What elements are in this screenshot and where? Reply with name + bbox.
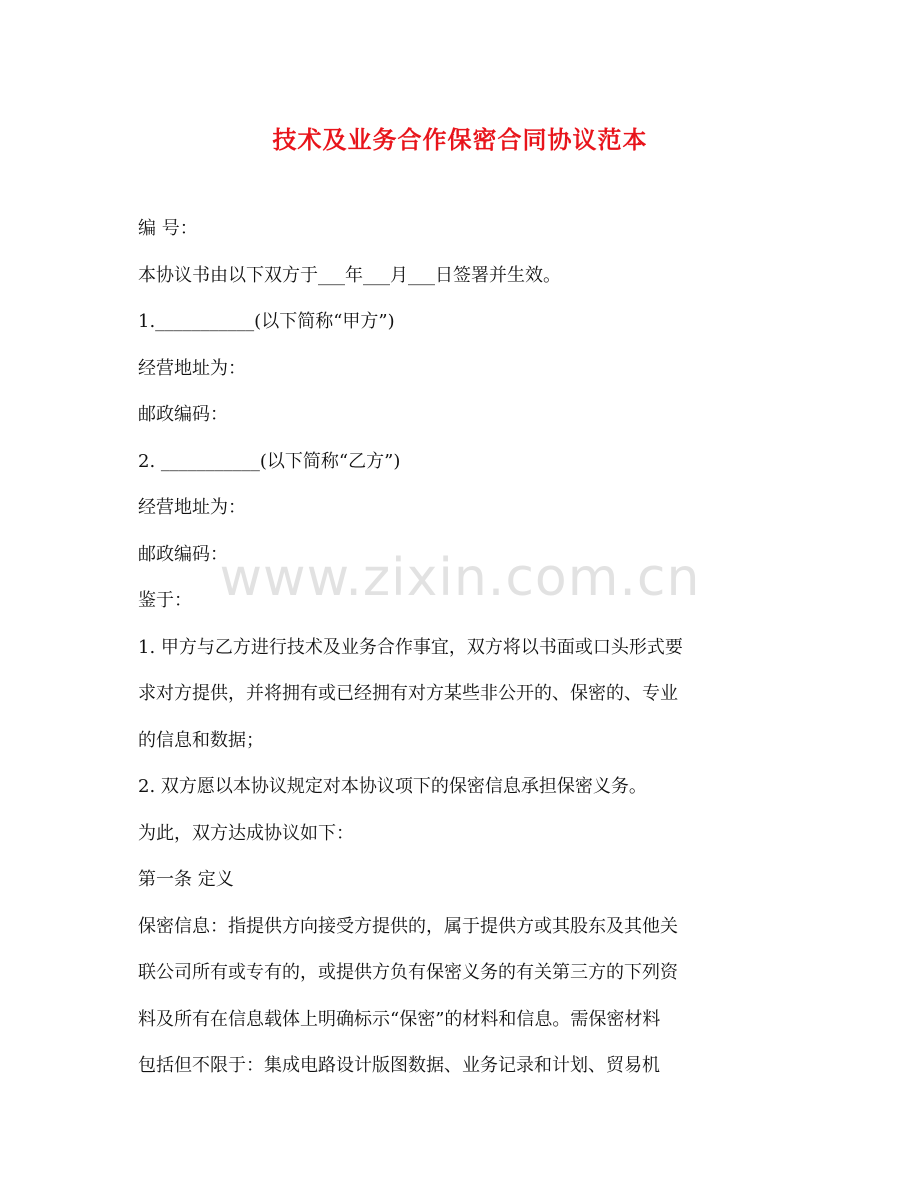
contract-number-line: 编 号：	[138, 218, 198, 239]
party-a-line: 1.___________(以下简称“甲方”)	[138, 311, 395, 332]
definition-line-2: 联公司所有或专有的，或提供方负有保密义务的有关第三方的下列资	[138, 962, 678, 983]
party-b-address-line: 经营地址为：	[138, 497, 246, 518]
definition-line-3: 料及所有在信息载体上明确标示“保密”的材料和信息。需保密材料	[138, 1008, 661, 1030]
whereas-item-1-line-1: 1. 甲方与乙方进行技术及业务合作事宜，双方将以书面或口头形式要	[138, 636, 683, 658]
whereas-item-1-line-2: 求对方提供，并将拥有或已经拥有对方某些非公开的、保密的、专业	[138, 683, 678, 704]
document-body	[138, 206, 788, 1090]
party-b-postcode-line: 邮政编码：	[138, 543, 228, 565]
party-a-postcode-line: 邮政编码：	[138, 404, 228, 425]
party-b-line: 2. ___________(以下简称“乙方”)	[138, 450, 401, 472]
whereas-item-1-line-3: 的信息和数据；	[138, 729, 264, 751]
whereas-heading: 鉴于：	[138, 590, 192, 611]
document-title: 技术及业务合作保密合同协议范本	[272, 125, 648, 154]
definition-line-4: 包括但不限于：集成电路设计版图数据、业务记录和计划、贸易机	[138, 1055, 660, 1076]
signing-date-line: 本协议书由以下双方于___年___月___日签署并生效。	[138, 264, 561, 286]
whereas-item-2: 2. 双方愿以本协议规定对本协议项下的保密信息承担保密义务。	[138, 776, 647, 797]
party-a-address-line: 经营地址为：	[138, 357, 246, 379]
article-1-heading: 第一条 定义	[138, 869, 234, 890]
definition-line-1: 保密信息：指提供方向接受方提供的，属于提供方或其股东及其他关	[138, 915, 678, 937]
agreement-intro: 为此，双方达成协议如下：	[138, 822, 354, 844]
watermark: www.zixin.com.cn	[219, 548, 701, 608]
